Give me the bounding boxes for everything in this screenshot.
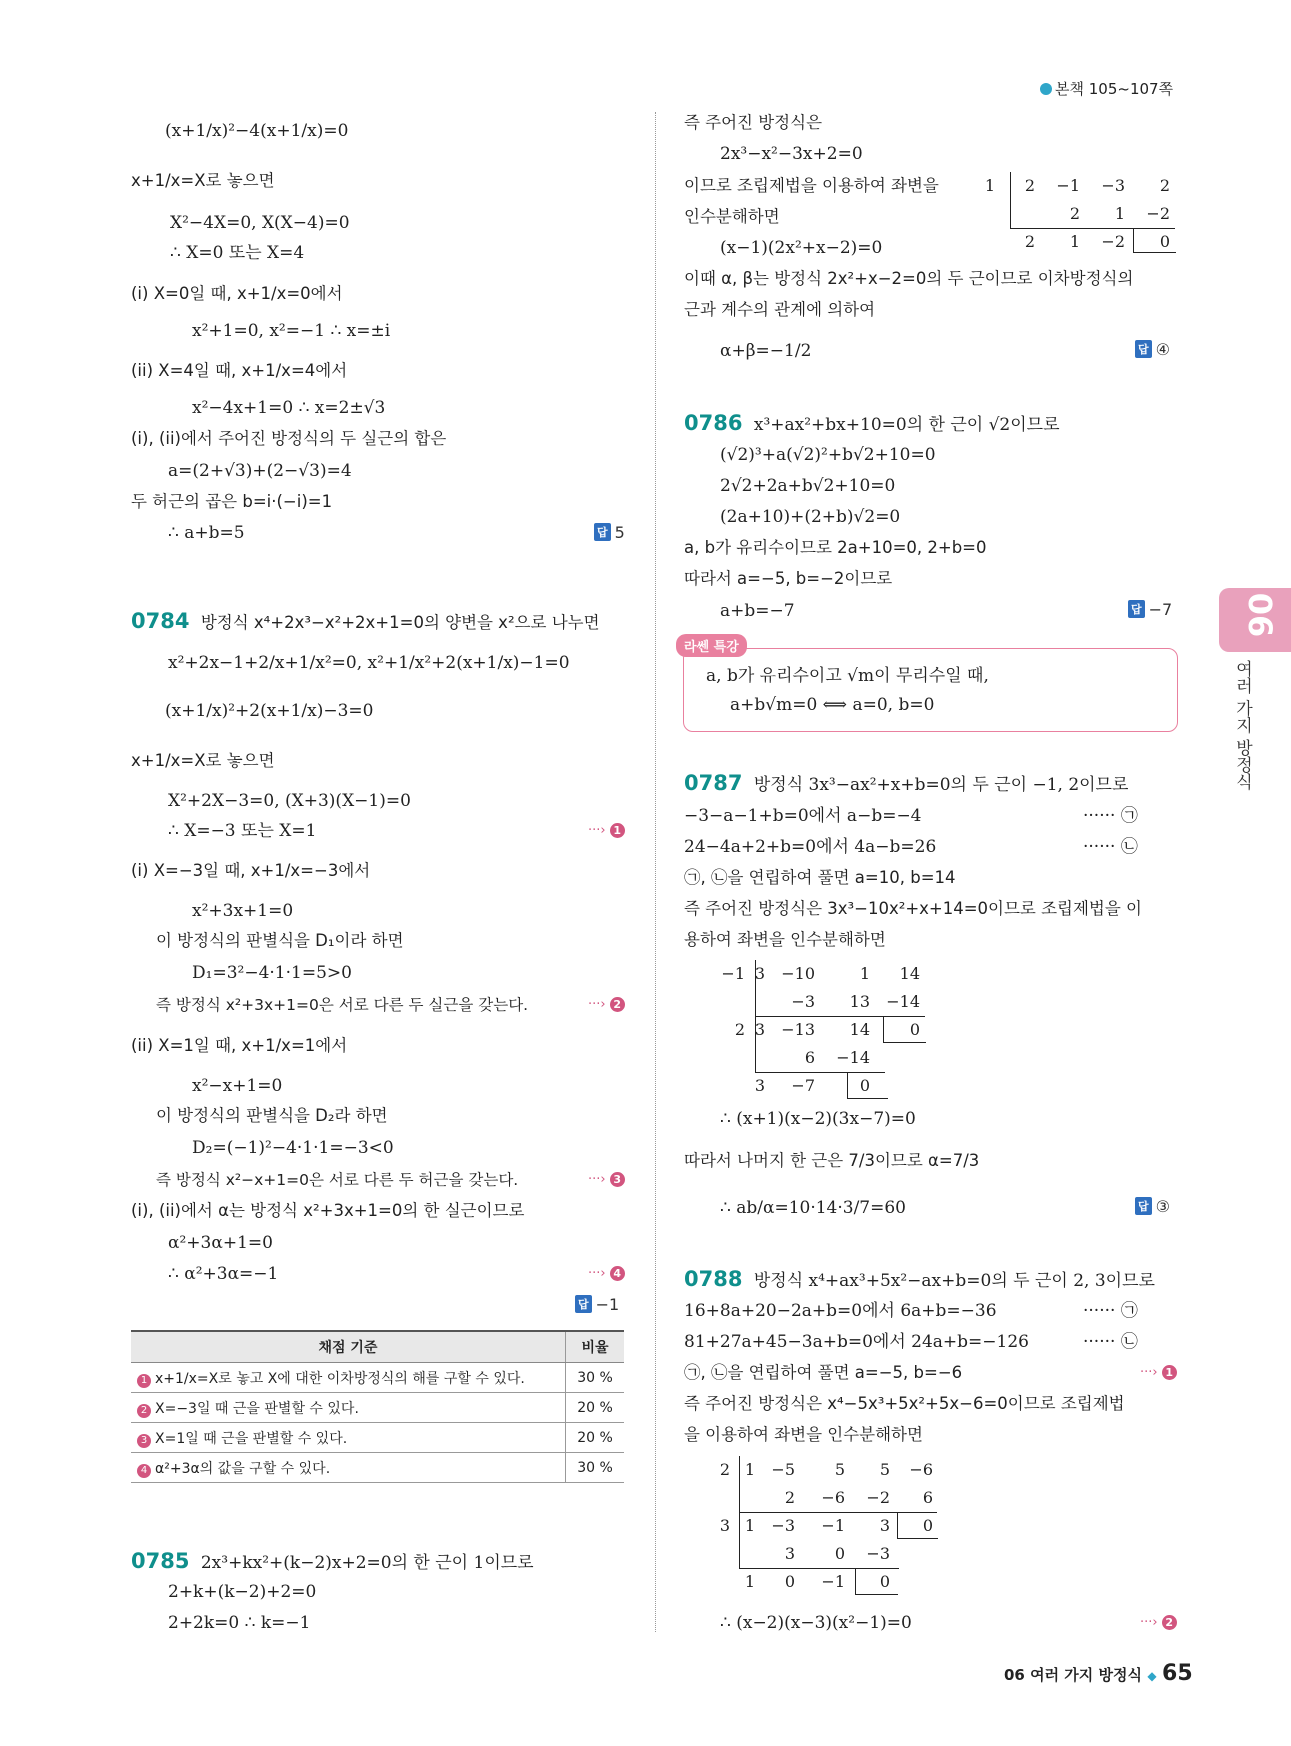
footer-diamond-icon: ◆: [1147, 1669, 1157, 1683]
problem-text: 방정식 x⁴+ax³+5x²−ax+b=0의 두 근이 2, 3이므로: [753, 1271, 1155, 1291]
eq-line: X²+2X−3=0, (X+3)(X−1)=0: [168, 791, 411, 811]
eq-line: −3−a−1+b=0에서 a−b=−4: [684, 806, 922, 826]
step-number: 3: [610, 1172, 625, 1187]
tip-label: 라쎈 특강: [676, 634, 747, 657]
footer-chapter: 06 여러 가지 방정식: [1004, 1666, 1142, 1684]
problem-0787: [684, 772, 1128, 796]
synth-cell: −3: [771, 1516, 795, 1535]
text-line: 이 방정식의 판별식을 D₁이라 하면: [156, 931, 404, 950]
text-line: (i) X=−3일 때, x+1/x=−3에서: [131, 861, 371, 880]
tip-line: a, b가 유리수이고 √m이 무리수일 때,: [706, 666, 989, 686]
synth-cell: 1: [1069, 232, 1080, 251]
eq-line: x²+1=0, x²=−1 ∴ x=±i: [192, 321, 391, 341]
scoring-table: [131, 1330, 624, 1483]
step-marker: ···› 4: [588, 1266, 625, 1281]
synth-cell: 2: [1159, 176, 1170, 195]
criteria-header: 채점 기준: [131, 1331, 566, 1363]
synth-cell: 3: [754, 964, 765, 983]
eq-line: ∴ α²+3α=−1: [168, 1264, 279, 1284]
text-line: 즉 주어진 방정식은 3x³−10x²+x+14=0이므로 조립제법을 이: [684, 899, 1142, 918]
synth-cell: 14: [849, 1020, 870, 1039]
eq-line: x²−4x+1=0 ∴ x=2±√3: [192, 398, 386, 418]
problem-number: 0785: [131, 1549, 190, 1573]
answer-value: −7: [1148, 600, 1173, 619]
synth-cell: 5: [834, 1460, 845, 1479]
page-footer: [1004, 1663, 1193, 1687]
reference-icon: [1040, 83, 1052, 95]
synth-cell: −10: [781, 964, 815, 983]
eq-line: (√2)³+a(√2)²+b√2+10=0: [720, 445, 936, 465]
eq-line: 2√2+2a+b√2+10=0: [720, 476, 896, 496]
synthetic-division-0787: [715, 960, 965, 1100]
eq-line: 2x³−x²−3x+2=0: [720, 144, 863, 164]
synth-cell: 1: [744, 1572, 755, 1591]
chapter-tab-number: 06: [1241, 592, 1279, 638]
problem-text: 방정식 x⁴+2x³−x²+2x+1=0의 양변을 x²으로 나누면: [200, 613, 600, 632]
answer-0786: [1128, 600, 1172, 619]
problem-0786: [684, 412, 1060, 436]
tip-box: [683, 648, 1178, 732]
synth-cell: −3: [1101, 176, 1125, 195]
synth-cell: −1: [821, 1516, 845, 1535]
step-marker: ···› 2: [1140, 1615, 1177, 1630]
synth-cell: 3: [784, 1544, 795, 1563]
synth-cell: 5: [879, 1460, 890, 1479]
synthetic-division-0788: [715, 1456, 965, 1596]
text-line: 두 허근의 곱은 b=i·(−i)=1: [131, 492, 333, 511]
synth-cell: 6: [922, 1488, 933, 1507]
criteria-cell: [131, 1423, 566, 1453]
text-line: 이므로 조립제법을 이용하여 좌변을: [684, 176, 939, 195]
eq-line: 2+2k=0 ∴ k=−1: [168, 1613, 311, 1633]
eq-line: α²+3α+1=0: [168, 1233, 273, 1253]
synth-divisor: 3: [719, 1516, 730, 1535]
eq-line: ∴ ab/α=10·14·3/7=60: [720, 1198, 906, 1218]
table-row: [131, 1393, 624, 1423]
eq-line: (x+1/x)²+2(x+1/x)−3=0: [165, 701, 374, 721]
eq-line: ∴ a+b=5: [168, 523, 245, 543]
problem-0788: [684, 1268, 1155, 1292]
ratio-cell: 30 %: [566, 1363, 625, 1393]
synth-cell: −2: [866, 1488, 890, 1507]
synth-divisor: 2: [719, 1460, 730, 1479]
synth-cell: 1: [744, 1460, 755, 1479]
synth-cell: 3: [754, 1076, 765, 1095]
text-line: 근과 계수의 관계에 의하여: [684, 300, 876, 319]
criteria-cell: [131, 1393, 566, 1423]
synth-cell: −6: [821, 1488, 845, 1507]
synth-cell: 2: [1024, 232, 1035, 251]
answer-icon: 답: [1135, 1197, 1152, 1215]
ratio-header: 비율: [566, 1331, 625, 1363]
synth-remainder-box: [855, 1568, 898, 1595]
text-line: 따라서 a=−5, b=−2이므로: [684, 569, 893, 588]
criteria-cell: [131, 1363, 566, 1393]
eq-line: ∴ X=0 또는 X=4: [170, 243, 305, 263]
page-number: 65: [1162, 1661, 1193, 1686]
criteria-number: 4: [137, 1464, 151, 1478]
answer-icon: 답: [1128, 600, 1145, 618]
text-line: ㉠, ㉡을 연립하여 풀면 a=10, b=14: [684, 868, 956, 887]
synth-remainder-box: [847, 1072, 888, 1099]
text-line: 을 이용하여 좌변을 인수분해하면: [684, 1425, 923, 1444]
eq-line: (x+1/x)²−4(x+1/x)=0: [165, 121, 349, 141]
answer-icon: 답: [575, 1295, 592, 1313]
step-number: 2: [610, 997, 625, 1012]
criteria-number: 2: [137, 1404, 151, 1418]
criteria-number: 1: [137, 1374, 151, 1388]
eq-line: 81+27a+45−3a+b=0에서 24a+b=−126: [684, 1332, 1029, 1352]
synth-cell: 13: [849, 992, 870, 1011]
answer-icon: 답: [1135, 340, 1152, 358]
synth-remainder-box: [883, 1016, 926, 1043]
step-marker: ···› 1: [1140, 1365, 1177, 1380]
synth-cell: −7: [791, 1076, 815, 1095]
problem-number: 0787: [684, 771, 743, 795]
problem-0784: [131, 610, 600, 634]
synth-cell: −1: [821, 1572, 845, 1591]
text-line: (ii) X=4일 때, x+1/x=4에서: [131, 361, 348, 380]
synth-cell: −1: [1056, 176, 1080, 195]
text-line: 즉 방정식 x²+3x+1=0은 서로 다른 두 실근을 갖는다.: [156, 996, 529, 1014]
answer-0787: [1135, 1197, 1170, 1216]
synth-cell: −6: [909, 1460, 933, 1479]
eq-line: a+b=−7: [720, 601, 795, 621]
synth-cell: 3: [879, 1516, 890, 1535]
eq-line: (2a+10)+(2+b)√2=0: [720, 507, 901, 527]
chapter-tab[interactable]: [1219, 588, 1291, 652]
text-line: 즉 주어진 방정식은 x⁴−5x³+5x²+5x−6=0이므로 조립제법: [684, 1394, 1125, 1413]
eq-line: ∴ (x+1)(x−2)(3x−7)=0: [720, 1109, 916, 1129]
synthetic-division-0785: [985, 172, 1185, 252]
text-line: a, b가 유리수이므로 2a+10=0, 2+b=0: [684, 538, 987, 557]
synth-cell: −13: [781, 1020, 815, 1039]
problem-text: 방정식 3x³−ax²+x+b=0의 두 근이 −1, 2이므로: [753, 775, 1129, 795]
synth-cell: −14: [886, 992, 920, 1011]
synth-cell: 1: [859, 964, 870, 983]
text-line: x+1/x=X로 놓으면: [131, 171, 275, 190]
synth-cell: 0: [922, 1516, 933, 1535]
synth-cell: −3: [866, 1544, 890, 1563]
synth-divisor: 2: [734, 1020, 745, 1039]
problem-number: 0784: [131, 609, 190, 633]
answer-value: 5: [614, 523, 625, 542]
answer-0784: [575, 1295, 619, 1314]
eq-line: 2+k+(k−2)+2=0: [168, 1582, 317, 1602]
synth-cell: 3: [754, 1020, 765, 1039]
step-number: 1: [1162, 1365, 1177, 1380]
synth-cell: 0: [784, 1572, 795, 1591]
eq-line: X²−4X=0, X(X−4)=0: [170, 213, 350, 233]
text-line: (ii) X=1일 때, x+1/x=1에서: [131, 1036, 348, 1055]
problem-number: 0786: [684, 411, 743, 435]
synth-cell: −2: [1146, 204, 1170, 223]
synth-cell: 0: [859, 1076, 870, 1095]
criteria-text: α²+3α의 값을 구할 수 있다.: [155, 1460, 331, 1477]
synth-cell: −14: [836, 1048, 870, 1067]
synth-cell: 1: [1114, 204, 1125, 223]
text-line: x+1/x=X로 놓으면: [131, 751, 275, 770]
synth-cell: 2: [1024, 176, 1035, 195]
problem-text: x³+ax²+bx+10=0의 한 근이 √2이므로: [753, 415, 1060, 435]
table-row: [131, 1363, 624, 1393]
problem-text: 2x³+kx²+(k−2)x+2=0의 한 근이 1이므로: [200, 1553, 534, 1573]
answer-0785: [1135, 340, 1170, 359]
step-number: 1: [610, 823, 625, 838]
criteria-cell: [131, 1453, 566, 1483]
criteria-number: 3: [137, 1434, 151, 1448]
eq-line: 24−4a+2+b=0에서 4a−b=26: [684, 837, 937, 857]
answer-0783: [594, 523, 625, 542]
eq-line: D₂=(−1)²−4·1·1=−3<0: [192, 1138, 394, 1158]
ratio-cell: 30 %: [566, 1453, 625, 1483]
eq-label: ······ ㉡: [1083, 1332, 1138, 1352]
step-marker: ···› 3: [588, 1172, 625, 1187]
synth-divisor: 1: [984, 176, 995, 195]
eq-line: 16+8a+20−2a+b=0에서 6a+b=−36: [684, 1301, 997, 1321]
table-header-row: [131, 1331, 624, 1363]
eq-label: ······ ㉠: [1083, 1301, 1138, 1321]
table-row: [131, 1453, 624, 1483]
answer-icon: 답: [594, 523, 611, 541]
synth-cell: 0: [909, 1020, 920, 1039]
synth-cell: 14: [899, 964, 920, 983]
text-line: 즉 방정식 x²−x+1=0은 서로 다른 두 허근을 갖는다.: [156, 1171, 519, 1189]
answer-value: ④: [1155, 340, 1170, 359]
synth-cell: 2: [1069, 204, 1080, 223]
synth-cell: −5: [771, 1460, 795, 1479]
text-line: (i), (ii)에서 주어진 방정식의 두 실근의 합은: [131, 429, 447, 448]
eq-line: ∴ (x−2)(x−3)(x²−1)=0: [720, 1613, 912, 1633]
eq-line: a=(2+√3)+(2−√3)=4: [168, 461, 352, 481]
criteria-text: X=−3일 때 근을 판별할 수 있다.: [155, 1400, 359, 1417]
synth-cell: 1: [744, 1516, 755, 1535]
step-number: 4: [610, 1266, 625, 1281]
synth-divisor: −1: [721, 964, 745, 983]
eq-line: x²−x+1=0: [192, 1076, 283, 1096]
synth-cell: 2: [784, 1488, 795, 1507]
tip-line: a+b√m=0 ⟺ a=0, b=0: [730, 695, 935, 715]
synth-cell: 0: [1159, 232, 1170, 251]
text-line: 인수분해하면: [684, 207, 780, 226]
synth-cell: −3: [791, 992, 815, 1011]
chapter-side-title: 여러 가지 방정식: [1232, 660, 1252, 790]
eq-line: D₁=3²−4·1·1=5>0: [192, 963, 352, 983]
text-line: 따라서 나머지 한 근은 7/3이므로 α=7/3: [684, 1151, 980, 1170]
eq-line: (x−1)(2x²+x−2)=0: [720, 238, 883, 258]
text-line: 이 방정식의 판별식을 D₂라 하면: [156, 1106, 388, 1125]
text-line: (i) X=0일 때, x+1/x=0에서: [131, 284, 343, 303]
synth-remainder-box: [1133, 228, 1176, 253]
criteria-text: x+1/x=X로 놓고 X에 대한 이차방정식의 해를 구할 수 있다.: [155, 1370, 525, 1387]
answer-value: ③: [1155, 1197, 1170, 1216]
ratio-cell: 20 %: [566, 1393, 625, 1423]
page-reference: [1040, 78, 1173, 100]
synth-remainder-box: [897, 1512, 938, 1539]
problem-0785: [131, 1550, 534, 1574]
text-line: ㉠, ㉡을 연립하여 풀면 a=−5, b=−6: [684, 1363, 963, 1382]
reference-text: 본책 105~107쪽: [1055, 80, 1174, 98]
answer-value: −1: [595, 1295, 620, 1314]
step-marker: ···› 2: [588, 997, 625, 1012]
ratio-cell: 20 %: [566, 1423, 625, 1453]
eq-line: x²+3x+1=0: [192, 901, 294, 921]
synth-cell: 6: [804, 1048, 815, 1067]
criteria-text: X=1일 때 근을 판별할 수 있다.: [155, 1430, 348, 1447]
eq-label: ······ ㉡: [1083, 837, 1138, 857]
synth-cell: 0: [834, 1544, 845, 1563]
text-line: (i), (ii)에서 α는 방정식 x²+3x+1=0의 한 실근이므로: [131, 1201, 525, 1220]
synth-cell: −2: [1101, 232, 1125, 251]
eq-line: α+β=−1/2: [720, 341, 812, 361]
text-line: 이때 α, β는 방정식 2x²+x−2=0의 두 근이므로 이차방정식의: [684, 269, 1134, 288]
step-number: 2: [1162, 1615, 1177, 1630]
table-row: [131, 1423, 624, 1453]
text-line: 용하여 좌변을 인수분해하면: [684, 930, 886, 949]
step-marker: ···› 1: [588, 823, 625, 838]
eq-label: ······ ㉠: [1083, 806, 1138, 826]
eq-line: x²+2x−1+2/x+1/x²=0, x²+1/x²+2(x+1/x)−1=0: [168, 653, 570, 673]
column-divider: [655, 112, 656, 1632]
eq-line: ∴ X=−3 또는 X=1: [168, 821, 317, 841]
synth-cell: 0: [879, 1572, 890, 1591]
problem-number: 0788: [684, 1267, 743, 1291]
text-line: 즉 주어진 방정식은: [684, 113, 823, 132]
